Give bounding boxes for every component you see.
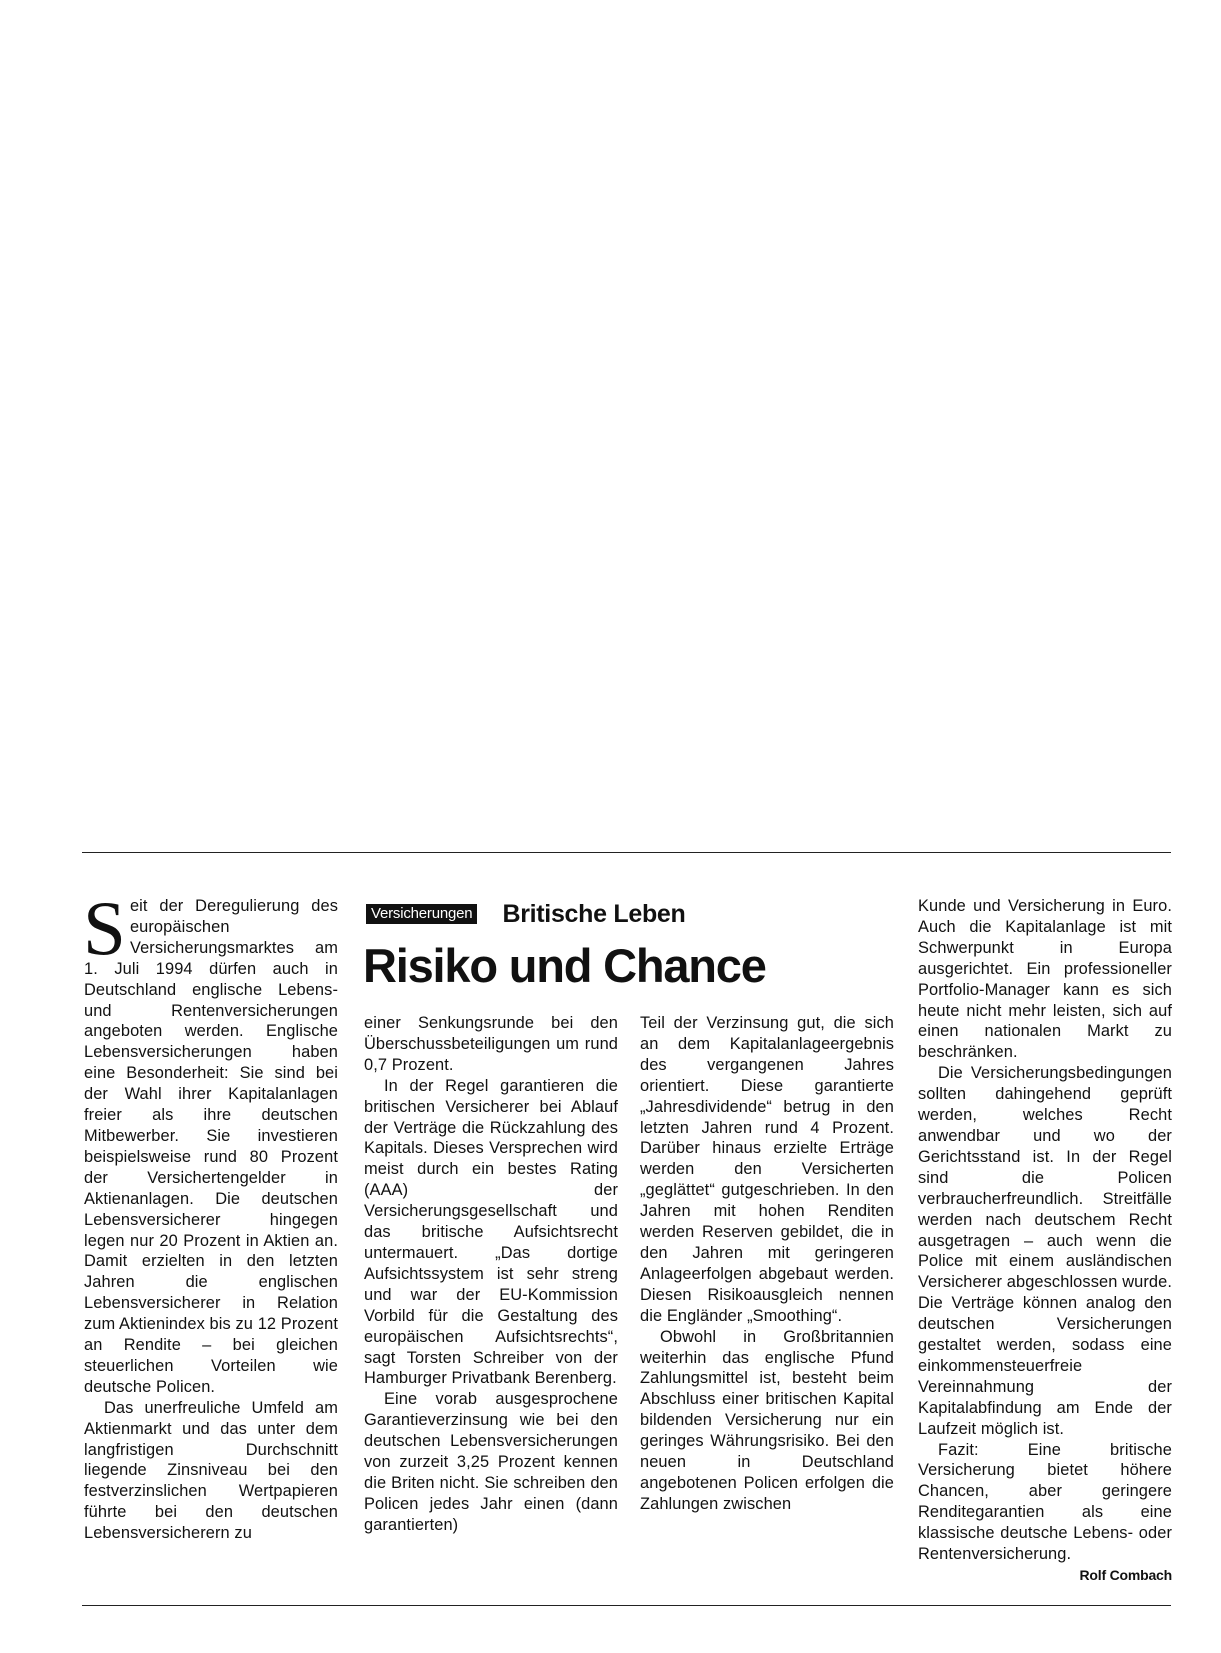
paragraph: Obwohl in Großbritannien weiterhin das englische Pfund Zahlungsmittel ist, besteht beim Abschluss einer britischen Kapital bildenden Versicherung nur ein geringes Währungsrisiko. Bei den neuen in Deutschland angebotenen Policen erfolgen die Zahlungen zwischen: [640, 1327, 894, 1513]
paragraph: Die Versicherungsbedingungen sollten dahingehend geprüft werden, welches Recht anwendbar und wo der Gerichtsstand ist. In der Regel sind die Policen verbraucherfreundlich. Streitfälle werden nach deutschem Recht ausgetragen – auch wenn die Police mit einem ausländischen Versicherer abgeschlossen wurde. Die Verträge können analog den deutschen Versicherungen gestaltet werden, sodass eine einkommensteuerfreie Vereinnahmung der Kapitalabfindung am Ende der Laufzeit möglich ist.: [918, 1064, 1172, 1438]
column-2: [364, 1013, 618, 1536]
kicker: Britische Leben: [502, 900, 686, 928]
drop-cap: S: [83, 885, 126, 971]
paragraph: Eine vorab ausgesprochene Garantieverzinsung wie bei den deutschen Lebensversicherungen von zurzeit 3,25 Prozent kennen die Briten nicht. Sie schreiben den Policen jedes Jahr einen (dann garantierten): [364, 1390, 618, 1534]
rubric-label: Versicherungen: [366, 904, 477, 924]
paragraph-text: eit der Deregulierung des europäischen Versicherungsmarktes am 1. Juli 1994 dürfen auch in Deutschland englische Lebens- und Rentenversicherungen angeboten werden. Englische Lebensversicherungen haben eine Besonderheit: Sie sind bei der Wahl ihrer Kapitalanlagen freier als ihre deutschen Mitbewerber. Sie investieren beispielsweise rund 80 Prozent der Versichertengelder in Aktienanlagen. Die deutschen Lebensversicherer hingegen legen nur 20 Prozent in Aktien an. Damit erzielten in den letzten Jahren die englischen Lebensversicherer in Relation zum Aktienindex bis zu 12 Prozent an Rendite – bei gleichen steuerlichen Vorteilen wie deutsche Policen.: [84, 897, 338, 1396]
paragraph: Kunde und Versicherung in Euro. Auch die Kapitalanlage ist mit Schwerpunkt in Europa ausgerichtet. Ein professioneller Portfolio-Manager kann es sich heute nicht mehr leisten, sich auf einen nationalen Markt zu beschränken.: [918, 897, 1172, 1062]
top-rule: [82, 852, 1171, 853]
article-header: [366, 899, 686, 929]
column-1: [83, 885, 338, 1544]
column-4: [918, 896, 1172, 1586]
byline: Rolf Combach: [1079, 1567, 1172, 1583]
paragraph: In der Regel garantieren die britischen Versicherer bei Ablauf der Verträge die Rückzahlung des Kapitals. Dieses Versprechen wird meist durch ein bestes Rating (AAA) der Versicherungsgesellschaft und das britische Aufsichtsrecht untermauert. „Das dortige Aufsichtssystem ist sehr streng und war der EU-Kommission Vorbild für die Gestaltung des europäischen Aufsichtsrechts“, sagt Torsten Schreiber von der Hamburger Privatbank Berenberg.: [364, 1076, 618, 1388]
paragraph: einer Senkungsrunde bei den Überschussbeteiligungen um rund 0,7 Prozent.: [364, 1014, 618, 1074]
paragraph: [918, 1440, 1172, 1583]
paragraph-text: Fazit: Eine britische Versicherung bietet höhere Chancen, aber geringere Renditegarantien als eine klassische deutsche Lebens- oder Rentenversicherung.: [918, 1440, 1172, 1564]
paragraph: Das unerfreuliche Umfeld am Aktienmarkt und das unter dem langfristigen Durchschnitt liegende Zinsniveau bei den festverzinslichen Wertpapieren führte bei den deutschen Lebensversicherern zu: [84, 1398, 338, 1543]
paragraph: [83, 885, 338, 1398]
bottom-rule: [82, 1605, 1171, 1606]
paragraph: Teil der Verzinsung gut, die sich an dem Kapitalanlageergebnis des vergangenen Jahres orientiert. Diese garantierte „Jahresdividende“ betrug in den letzten Jahren rund 4 Prozent. Darüber hinaus erzielte Erträge werden den Versicherten „geglättet“ gutgeschrieben. In den Jahren mit hohen Renditen werden Reserven gebildet, die in den Jahren mit geringeren Anlageerfolgen abgebaut werden. Diesen Risikoausgleich nennen die Engländer „Smoothing“.: [640, 1014, 894, 1325]
column-3: [640, 1013, 894, 1515]
headline: Risiko und Chance: [363, 939, 766, 992]
